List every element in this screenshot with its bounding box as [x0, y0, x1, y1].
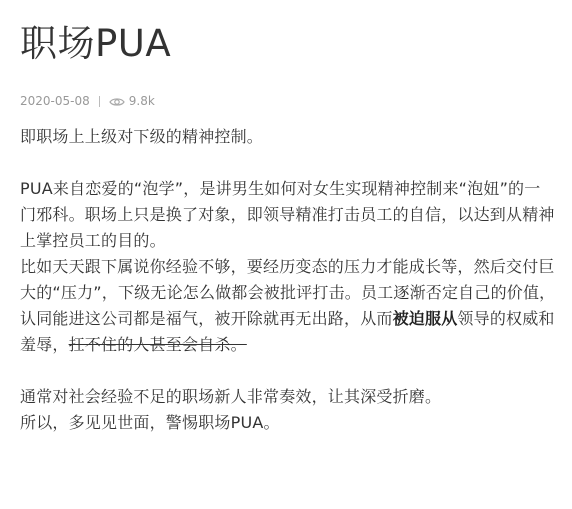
paragraph-definition: 即职场上上级对下级的精神控制。 [20, 127, 264, 146]
article [20, 0, 556, 436]
view-count: 9.8k [128, 94, 155, 108]
eye-icon [109, 95, 125, 107]
paragraph-gap [20, 358, 556, 384]
article-title: 职场PUA [20, 22, 172, 65]
example-text: 比如天天跟下属说你经验不够，要经历变态的压力才能成长等，然后交付巨大的“压力”，下级无论怎么做都会被批评打击。员工逐渐否定自己的价值，认同能进这公司都是福气，被开除就再无出路，从而 [20, 257, 556, 328]
example-text-continued: 领导的权威和羞辱， [20, 309, 555, 354]
paragraph-effect: 通常对社会经验不足的职场新人非常奏效，让其深受折磨。 [20, 387, 442, 406]
article-body [20, 124, 556, 436]
article-meta [20, 92, 556, 110]
bold-text: 被迫服从 [392, 309, 458, 328]
paragraph-origin: PUA来自恋爱的“泡学”，是讲男生如何对女生实现精神控制来“泡妞”的一门邪科。职场上只是换了对象，即领导精准打击员工的自信，以达到从精神上掌控员工的目的。 [20, 179, 555, 250]
paragraph-conclusion: 所以，多见见世面，警惕职场PUA。 [20, 413, 280, 432]
paragraph-gap [20, 150, 556, 176]
strikethrough-text: 扛不住的人甚至会自杀。 [68, 335, 247, 354]
paragraph-example [20, 254, 556, 358]
meta-divider [99, 96, 100, 107]
publish-date: 2020-05-08 [20, 94, 90, 108]
